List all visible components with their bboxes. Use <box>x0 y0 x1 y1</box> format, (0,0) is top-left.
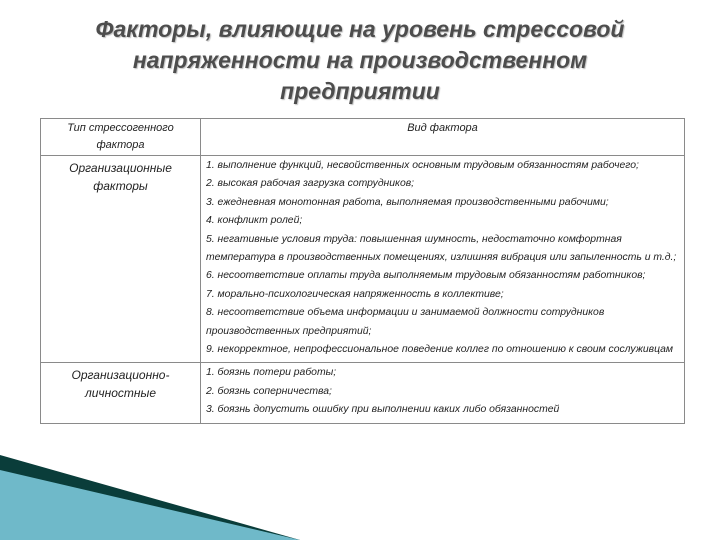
list-item: 6. несоответствие оплаты труда выполняемым трудовым обязанностям работников; <box>206 270 646 282</box>
factor-items-cell <box>201 363 685 423</box>
factor-items-cell <box>201 156 685 363</box>
title-line-3: предприятии <box>280 78 440 104</box>
header-factor-type: Тип стрессогенного фактора <box>41 119 201 156</box>
list-item: 1. выполнение функций, несвойственных основным трудовым обязанностям рабочего; <box>206 160 639 171</box>
title-line-2: напряженности на производственном <box>132 47 588 73</box>
factor-type-cell: Организационно-личностные <box>41 363 201 423</box>
list-item: 9. некорректное, непрофессиональное поведение коллег по отношению к своим сослуживцам <box>206 344 674 356</box>
title-line-1: Факторы, влияющие на уровень стрессовой <box>95 16 625 42</box>
slide-title <box>60 14 660 107</box>
table-header-row <box>41 119 685 156</box>
factor-type-cell: Организационные факторы <box>41 156 201 363</box>
factors-table <box>40 118 685 424</box>
list-item: 3. боязнь допустить ошибку при выполнении каких либо обязанностей <box>206 404 560 416</box>
list-item: 8. несоответствие объема информации и занимаемой должности сотрудников производственных предприятий; <box>206 307 605 337</box>
list-item: 3. ежедневная монотонная работа, выполняемая производственными рабочими; <box>206 196 609 208</box>
decorative-corner-light <box>0 470 300 540</box>
list-item: 2. высокая рабочая загрузка сотрудников; <box>206 178 415 190</box>
table-row <box>41 363 685 423</box>
list-item: 7. морально-психологическая напряженность в коллективе; <box>206 288 504 300</box>
list-item: 2. боязнь соперничества; <box>206 385 332 397</box>
list-item: 5. негативные условия труда: повышенная шумность, недостаточно комфортная температура в производственных помещениях, излишняя вибрация или запыленность и т.д.; <box>206 233 677 264</box>
list-item: 1. боязнь потери работы; <box>206 367 337 379</box>
table-row <box>41 156 685 363</box>
header-factor-kind: Вид фактора <box>201 119 685 156</box>
list-item: 4. конфликт ролей; <box>206 215 303 227</box>
